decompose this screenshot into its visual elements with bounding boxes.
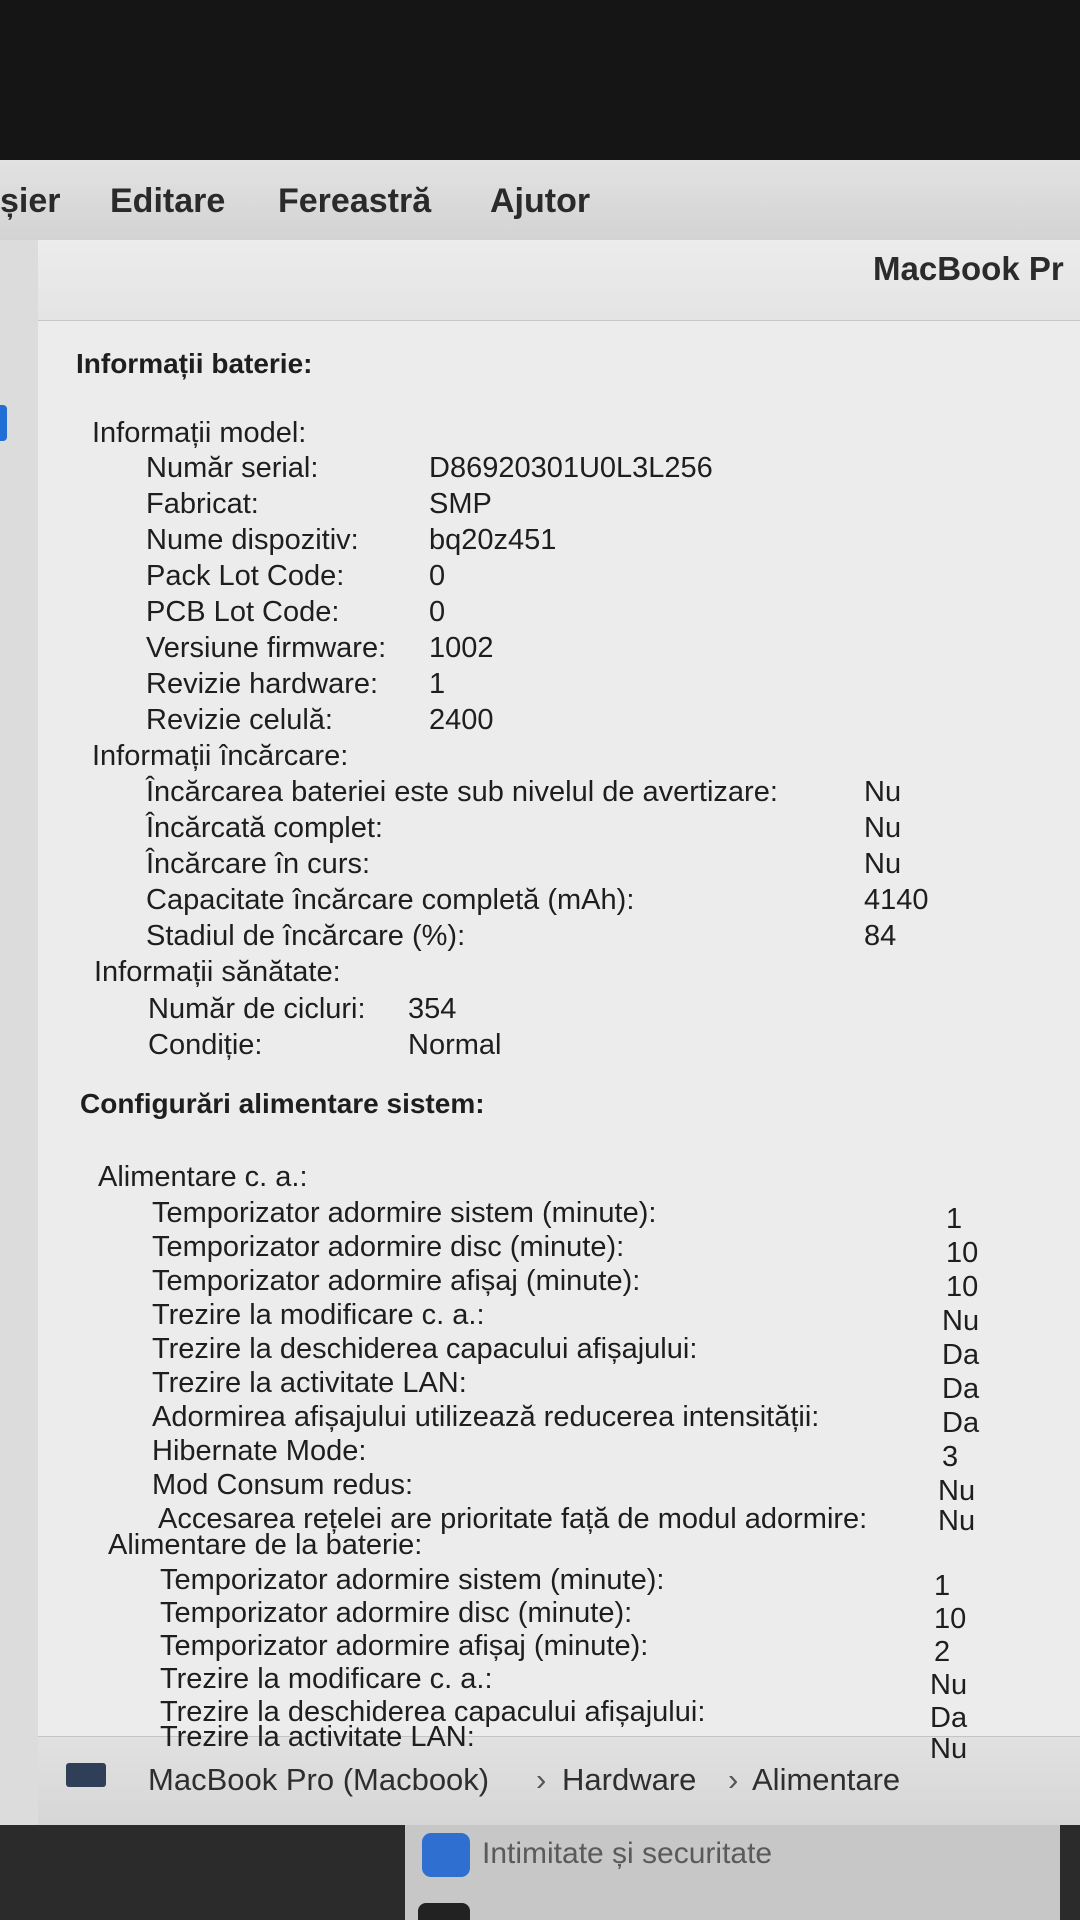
power-config-heading: Configurări alimentare sistem:: [80, 1088, 485, 1119]
menu-window[interactable]: Fereastră: [278, 182, 432, 220]
path-power[interactable]: Alimentare: [752, 1762, 901, 1797]
below-warning-value: Nu: [864, 776, 902, 808]
privacy-security-item[interactable]: Intimitate și securitate: [482, 1837, 773, 1870]
window-title: MacBook Pr: [873, 250, 1064, 287]
fully-charged-value: Nu: [864, 812, 902, 844]
sidebar-selection-indicator: [0, 405, 7, 441]
ac-power-label: Alimentare c. a.:: [98, 1161, 308, 1193]
batt-wake-on-ac-change-label: Trezire la modificare c. a.:: [160, 1663, 493, 1695]
manufacturer-value: SMP: [429, 488, 492, 520]
condition-label: Condiție:: [148, 1029, 263, 1061]
full-charge-capacity-value: 4140: [864, 884, 929, 916]
ac-low-power-mode-label: Mod Consum redus:: [152, 1469, 414, 1501]
pack-lot-code-label: Pack Lot Code:: [146, 560, 345, 592]
full-charge-capacity-label: Capacitate încărcare completă (mAh):: [146, 884, 635, 916]
batt-system-sleep-value: 1: [934, 1570, 951, 1602]
condition-value: Normal: [408, 1029, 502, 1061]
batt-system-sleep-label: Temporizator adormire sistem (minute):: [160, 1564, 665, 1596]
batt-wake-on-lid-open-label: Trezire la deschiderea capacului afișajului:: [160, 1696, 706, 1728]
pack-lot-code-value: 0: [429, 560, 446, 592]
cycle-count-label: Număr de cicluri:: [148, 993, 366, 1025]
batt-disk-sleep-label: Temporizator adormire disc (minute):: [160, 1597, 633, 1629]
path-device[interactable]: MacBook Pro (Macbook): [148, 1762, 490, 1797]
ac-system-sleep-label: Temporizator adormire sistem (minute):: [152, 1197, 657, 1229]
hardware-revision-value: 1: [429, 668, 446, 700]
model-info-label: Informații model:: [92, 417, 307, 449]
menu-file[interactable]: șier: [0, 182, 61, 220]
path-separator-2: ›: [728, 1762, 739, 1797]
ac-display-dim-label: Adormirea afișajului utilizează reducerea intensității:: [152, 1401, 820, 1433]
firmware-version-value: 1002: [429, 632, 494, 664]
settings-item-icon: [418, 1903, 470, 1920]
fully-charged-label: Încărcată complet:: [146, 812, 383, 844]
ac-wake-on-lan-value: Da: [942, 1373, 980, 1405]
ac-system-sleep-value: 1: [946, 1203, 963, 1235]
ac-network-priority-label: Accesarea rețelei are prioritate față de modul adormire:: [158, 1503, 868, 1535]
batt-wake-on-lan-value: Nu: [930, 1733, 968, 1765]
ac-display-sleep-label: Temporizator adormire afișaj (minute):: [152, 1265, 641, 1297]
batt-disk-sleep-value: 10: [934, 1603, 967, 1635]
ac-display-sleep-value: 10: [946, 1271, 979, 1303]
batt-wake-on-lid-open-value: Da: [930, 1702, 968, 1734]
batt-wake-on-lan-label: Trezire la activitate LAN:: [160, 1721, 475, 1753]
ac-display-dim-value: Da: [942, 1407, 980, 1439]
laptop-icon: [66, 1763, 106, 1787]
path-hardware[interactable]: Hardware: [562, 1762, 697, 1797]
background-settings-window: [0, 1825, 1080, 1920]
ac-wake-on-lid-open-label: Trezire la deschiderea capacului afișajului:: [152, 1333, 698, 1365]
sidebar-edge: [0, 240, 39, 1825]
battery-power-label: Alimentare de la baterie:: [108, 1529, 423, 1561]
cycle-count-value: 354: [408, 993, 457, 1025]
serial-number-label: Număr serial:: [146, 452, 319, 484]
ac-wake-on-lan-label: Trezire la activitate LAN:: [152, 1367, 467, 1399]
cell-revision-value: 2400: [429, 704, 494, 736]
menu-bar: [0, 160, 1080, 240]
batt-wake-on-ac-change-value: Nu: [930, 1669, 968, 1701]
manufacturer-label: Fabricat:: [146, 488, 259, 520]
path-separator-1: ›: [536, 1762, 547, 1797]
menu-help[interactable]: Ajutor: [490, 182, 591, 220]
privacy-security-icon: [422, 1833, 470, 1877]
serial-number-value: D86920301U0L3L256: [429, 452, 713, 484]
charging-label: Încărcare în curs:: [146, 848, 371, 880]
charging-value: Nu: [864, 848, 902, 880]
menu-edit[interactable]: Editare: [110, 182, 226, 220]
health-info-label: Informații sănătate:: [94, 956, 341, 988]
device-name-value: bq20z451: [429, 524, 557, 556]
below-warning-label: Încărcarea bateriei este sub nivelul de avertizare:: [146, 776, 778, 808]
batt-display-sleep-value: 2: [934, 1636, 951, 1668]
battery-info-heading: Informații baterie:: [76, 348, 313, 379]
cell-revision-label: Revizie celulă:: [146, 704, 333, 736]
ac-network-priority-value: Nu: [938, 1505, 976, 1537]
state-of-charge-label: Stadiul de încărcare (%):: [146, 920, 466, 952]
ac-disk-sleep-value: 10: [946, 1237, 979, 1269]
firmware-version-label: Versiune firmware:: [146, 632, 387, 664]
ac-wake-on-lid-open-value: Da: [942, 1339, 980, 1371]
charge-info-label: Informații încărcare:: [92, 740, 349, 772]
window-titlebar: [38, 240, 1080, 321]
ac-hibernate-mode-value: 3: [942, 1441, 959, 1473]
ac-low-power-mode-value: Nu: [938, 1475, 976, 1507]
device-name-label: Nume dispozitiv:: [146, 524, 359, 556]
pcb-lot-code-label: PCB Lot Code:: [146, 596, 340, 628]
ac-hibernate-mode-label: Hibernate Mode:: [152, 1435, 367, 1467]
batt-display-sleep-label: Temporizator adormire afișaj (minute):: [160, 1630, 649, 1662]
ac-disk-sleep-label: Temporizator adormire disc (minute):: [152, 1231, 625, 1263]
ac-wake-on-ac-change-label: Trezire la modificare c. a.:: [152, 1299, 485, 1331]
state-of-charge-value: 84: [864, 920, 897, 952]
pcb-lot-code-value: 0: [429, 596, 446, 628]
hardware-revision-label: Revizie hardware:: [146, 668, 379, 700]
ac-wake-on-ac-change-value: Nu: [942, 1305, 980, 1337]
